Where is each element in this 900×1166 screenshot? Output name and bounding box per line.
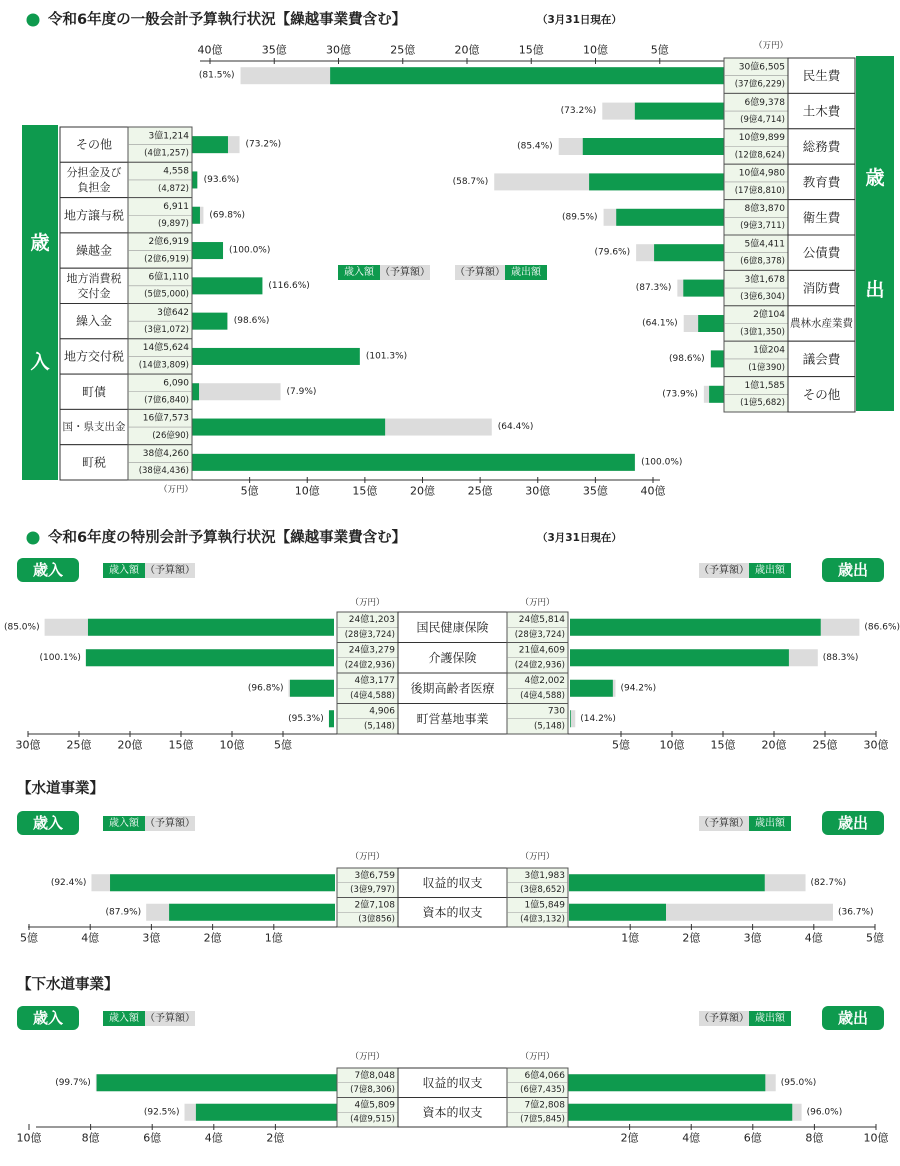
water-right-tick-2: 3億 — [743, 931, 762, 945]
expenditure-category-9: その他 — [802, 386, 841, 402]
revenue-band — [22, 125, 58, 480]
expenditure-category-7: 農林水産業費 — [790, 317, 853, 330]
general-title-bullet — [27, 14, 40, 27]
special-title-bullet — [27, 532, 40, 545]
sewer-expenditure-percent-0: (95.0%) — [780, 1077, 817, 1088]
revenue-actual-bar-8 — [192, 419, 385, 436]
special-left-tick-2: 20億 — [117, 738, 143, 752]
revenue-budget-bar-7 — [192, 383, 281, 400]
bottom-tick-3: 20億 — [410, 484, 435, 498]
water-left-tick-0: 5億 — [20, 931, 38, 945]
water-expenditure-actual-bar-0 — [569, 874, 765, 891]
water-left-tick-3: 2億 — [203, 931, 222, 945]
expenditure-percent-5: (79.6%) — [594, 247, 631, 258]
water-legend-revenue-text-1: 歳入額 — [109, 818, 139, 829]
special-expenditure-value-2-actual: 4億2,002 — [524, 676, 565, 687]
water-left-tick-4: 1億 — [264, 931, 283, 945]
water-revenue-percent-0: (92.4%) — [50, 877, 87, 888]
sewer-revenue-actual-bar-1 — [196, 1104, 337, 1121]
special-left-tick-1: 25億 — [66, 738, 92, 752]
revenue-value-0-actual: 3億1,214 — [148, 131, 189, 142]
special-unit-left: （万円） — [350, 598, 385, 608]
special-revenue-percent-0: (85.0%) — [3, 622, 40, 633]
bottom-tick-5: 30億 — [525, 484, 551, 498]
revenue-actual-bar-4 — [192, 277, 262, 294]
sewer-unit-left: （万円） — [350, 1052, 385, 1062]
sewer-expenditure-value-1-budget: (7億5,845) — [520, 1114, 565, 1125]
revenue-value-6-actual: 14億5,624 — [142, 343, 189, 354]
special-right-tick-1: 10億 — [659, 738, 685, 752]
general-legend-expenditure-text-1: （予算額） — [455, 267, 505, 278]
water-expenditure-tag-text: 歳出 — [837, 814, 869, 832]
expenditure-category-4: 衛生費 — [802, 209, 841, 225]
expenditure-category-0: 民生費 — [802, 68, 841, 84]
revenue-category-2: 地方譲与税 — [63, 208, 125, 223]
expenditure-percent-3: (58.7%) — [452, 176, 489, 187]
water-legend-expenditure-text-1: （予算額） — [699, 818, 749, 829]
special-expenditure-percent-2: (94.2%) — [620, 683, 657, 694]
revenue-category-4-line-2: 交付金 — [77, 286, 111, 300]
special-revenue-percent-2: (96.8%) — [247, 683, 284, 694]
sewer-title: 【下水道事業】 — [17, 977, 119, 993]
expenditure-category-3: 教育費 — [802, 174, 841, 190]
special-revenue-tag-text: 歳入 — [32, 561, 64, 579]
expenditure-actual-bar-0 — [330, 67, 724, 84]
special-legend-expenditure-text-1: （予算額） — [699, 565, 749, 576]
special-expenditure-value-1-budget: (24億2,936) — [514, 660, 565, 671]
revenue-value-3-budget: (2億6,919) — [144, 254, 189, 265]
sewer-right-tick-4: 10億 — [863, 1131, 889, 1145]
sewer-expenditure-percent-1: (96.0%) — [806, 1107, 843, 1118]
expenditure-value-0-actual: 30億6,505 — [738, 62, 785, 73]
water-revenue-tag-text: 歳入 — [32, 814, 64, 832]
expenditure-value-7-budget: (3億1,350) — [740, 327, 785, 338]
sewer-revenue-value-0-budget: (7億8,306) — [350, 1085, 395, 1096]
expenditure-value-7-actual: 2億104 — [753, 310, 785, 321]
expenditure-value-6-budget: (3億6,304) — [740, 291, 785, 302]
special-expenditure-tag-text: 歳出 — [837, 561, 869, 579]
special-revenue-value-3-budget: (5,148) — [364, 721, 395, 732]
sewer-unit-right: （万円） — [520, 1052, 555, 1062]
revenue-value-5-budget: (3億1,072) — [144, 324, 189, 335]
expenditure-actual-bar-9 — [709, 386, 724, 403]
special-expenditure-percent-1: (88.3%) — [822, 652, 859, 663]
special-expenditure-value-1-actual: 21億4,609 — [518, 645, 565, 656]
revenue-category-1-line-1: 分担金及び — [66, 165, 122, 179]
revenue-value-0-budget: (4億1,257) — [144, 148, 189, 159]
bottom-tick-4: 25億 — [467, 484, 493, 498]
bottom-tick-2: 15億 — [352, 484, 378, 498]
top-tick-2: 30億 — [326, 43, 351, 57]
revenue-percent-5: (98.6%) — [233, 316, 270, 327]
sewer-left-tick-0: 10億 — [16, 1131, 42, 1145]
sewer-right-tick-2: 6億 — [743, 1131, 762, 1145]
special-revenue-value-2-actual: 4億3,177 — [354, 676, 395, 687]
bottom-tick-1: 10億 — [294, 484, 320, 498]
revenue-actual-bar-9 — [192, 454, 635, 471]
special-expenditure-value-2-budget: (4億4,588) — [520, 690, 565, 701]
expenditure-value-4-actual: 8億3,870 — [744, 203, 785, 214]
special-expenditure-actual-bar-2 — [570, 680, 613, 697]
special-legend-revenue-text-2: （予算額） — [145, 565, 195, 576]
revenue-band-char-1: 入 — [30, 351, 50, 373]
special-right-tick-5: 30億 — [863, 738, 889, 752]
expenditure-percent-9: (73.9%) — [662, 389, 698, 400]
revenue-value-7-budget: (7億6,840) — [144, 395, 189, 406]
expenditure-percent-4: (89.5%) — [561, 212, 598, 223]
special-revenue-value-1-actual: 24億3,279 — [348, 645, 395, 656]
revenue-percent-2: (69.8%) — [209, 210, 246, 221]
expenditure-value-3-budget: (17億8,810) — [734, 185, 785, 196]
sewer-revenue-tag-text: 歳入 — [32, 1009, 64, 1027]
sewer-right-tick-1: 4億 — [682, 1131, 701, 1145]
expenditure-actual-bar-6 — [683, 280, 724, 297]
special-category-3: 町営墓地事業 — [416, 711, 489, 726]
water-right-tick-1: 2億 — [682, 931, 701, 945]
expenditure-band — [856, 56, 894, 411]
sewer-expenditure-value-0-actual: 6億4,066 — [524, 1070, 565, 1081]
special-expenditure-value-0-budget: (28億3,724) — [514, 629, 565, 640]
revenue-value-1-budget: (4,872) — [158, 183, 189, 194]
revenue-actual-bar-0 — [192, 136, 228, 153]
water-expenditure-value-0-budget: (3億8,652) — [520, 885, 565, 896]
expenditure-category-2: 総務費 — [802, 139, 841, 154]
general-legend-revenue-text-1: 歳入額 — [344, 267, 374, 278]
water-right-tick-4: 5億 — [866, 931, 884, 945]
general-legend-expenditure-text-2: 歳出額 — [511, 267, 541, 278]
sewer-legend-revenue-text-2: （予算額） — [145, 1013, 195, 1024]
expenditure-percent-2: (85.4%) — [517, 141, 553, 152]
expenditure-value-2-budget: (12億8,624) — [734, 150, 785, 161]
sewer-revenue-value-1-actual: 4億5,809 — [354, 1100, 395, 1111]
revenue-actual-bar-1 — [192, 171, 197, 188]
water-expenditure-value-0-actual: 3億1,983 — [524, 870, 565, 881]
general-title: 令和6年度の一般会計予算執行状況【繰越事業費含む】 — [48, 12, 407, 28]
water-expenditure-percent-0: (82.7%) — [810, 877, 847, 888]
expenditure-value-8-actual: 1億204 — [753, 345, 785, 356]
revenue-category-8: 国・県支出金 — [62, 421, 126, 434]
water-unit-left: （万円） — [350, 852, 385, 862]
revenue-value-2-budget: (9,897) — [158, 219, 189, 230]
water-revenue-actual-bar-0 — [110, 874, 335, 891]
special-left-tick-0: 30億 — [15, 738, 41, 752]
top-tick-4: 20億 — [454, 43, 480, 57]
sewer-expenditure-value-1-actual: 7億2,808 — [524, 1100, 565, 1111]
sewer-legend-expenditure-text-1: （予算額） — [699, 1013, 749, 1024]
revenue-percent-9: (100.0%) — [641, 457, 683, 468]
revenue-percent-6: (101.3%) — [365, 351, 408, 362]
revenue-value-9-budget: (38億4,436) — [138, 466, 189, 477]
special-category-0: 国民健康保険 — [416, 620, 489, 635]
top-tick-1: 35億 — [261, 43, 287, 57]
water-revenue-value-0-actual: 3億6,759 — [354, 870, 395, 881]
revenue-actual-bar-7 — [192, 383, 199, 400]
expenditure-value-5-actual: 5億4,411 — [744, 239, 785, 250]
top-tick-5: 15億 — [518, 43, 544, 57]
sewer-left-tick-2: 6億 — [143, 1131, 162, 1145]
revenue-category-4-line-1: 地方消費税 — [66, 271, 122, 285]
expenditure-value-9-actual: 1億1,585 — [744, 380, 785, 391]
expenditure-category-5: 公債費 — [802, 245, 841, 261]
water-expenditure-value-1-actual: 1億5,849 — [524, 900, 565, 911]
sewer-revenue-percent-1: (92.5%) — [143, 1107, 180, 1118]
special-unit-right: （万円） — [520, 598, 555, 608]
special-legend-revenue-text-1: 歳入額 — [109, 565, 139, 576]
revenue-actual-bar-6 — [192, 348, 360, 365]
revenue-category-0: その他 — [75, 137, 113, 152]
expenditure-actual-bar-1 — [635, 103, 724, 120]
water-expenditure-percent-1: (36.7%) — [837, 907, 874, 918]
expenditure-value-4-budget: (9億3,711) — [740, 221, 785, 232]
special-revenue-value-1-budget: (24億2,936) — [344, 660, 395, 671]
water-revenue-percent-1: (87.9%) — [105, 907, 142, 918]
top-tick-0: 40億 — [197, 43, 223, 57]
bottom-tick-7: 40億 — [640, 484, 666, 498]
sewer-legend-revenue-text-1: 歳入額 — [109, 1013, 139, 1024]
revenue-actual-bar-2 — [192, 207, 200, 224]
expenditure-value-0-budget: (37億6,229) — [734, 79, 785, 90]
special-asof: （3月31日現在） — [537, 532, 622, 544]
special-expenditure-value-3-budget: (5,148) — [534, 721, 565, 732]
special-left-tick-5: 5億 — [274, 738, 292, 752]
sewer-category-1: 資本的収支 — [422, 1105, 483, 1120]
water-unit-right: （万円） — [520, 852, 555, 862]
sewer-legend-expenditure-text-2: 歳出額 — [755, 1013, 785, 1024]
special-right-tick-3: 20億 — [761, 738, 787, 752]
revenue-value-7-actual: 6,090 — [163, 378, 189, 389]
expenditure-actual-bar-2 — [583, 138, 724, 155]
expenditure-band-char-0: 歳 — [865, 167, 885, 189]
expenditure-value-1-budget: (9億4,714) — [740, 114, 785, 125]
sewer-expenditure-actual-bar-0 — [568, 1074, 765, 1091]
sewer-revenue-value-1-budget: (4億9,515) — [350, 1114, 395, 1125]
expenditure-value-9-budget: (1億5,682) — [740, 398, 785, 409]
special-revenue-value-2-budget: (4億4,588) — [350, 690, 395, 701]
revenue-value-8-actual: 16億7,573 — [142, 413, 189, 424]
expenditure-value-5-budget: (6億8,378) — [740, 256, 785, 267]
sewer-left-tick-3: 4億 — [204, 1131, 223, 1145]
expenditure-category-6: 消防費 — [802, 280, 841, 296]
revenue-category-6: 地方交付税 — [63, 349, 125, 364]
special-expenditure-percent-0: (86.6%) — [864, 622, 900, 633]
sewer-left-tick-1: 8億 — [81, 1131, 100, 1145]
expenditure-category-1: 土木費 — [802, 103, 841, 119]
expenditure-value-2-actual: 10億9,899 — [738, 133, 785, 144]
expenditure-band-char-1: 出 — [865, 279, 885, 301]
expenditure-percent-6: (87.3%) — [635, 283, 672, 294]
special-right-tick-0: 5億 — [612, 738, 630, 752]
expenditure-actual-bar-4 — [616, 209, 724, 226]
revenue-percent-4: (116.6%) — [268, 280, 310, 291]
expenditure-actual-bar-7 — [698, 315, 724, 332]
water-revenue-value-1-actual: 2億7,108 — [354, 900, 395, 911]
expenditure-actual-bar-8 — [711, 350, 724, 367]
sewer-revenue-percent-0: (99.7%) — [55, 1077, 91, 1088]
special-revenue-actual-bar-0 — [88, 619, 334, 636]
special-expenditure-budget-bar-3 — [570, 710, 575, 727]
water-right-tick-0: 1億 — [621, 931, 640, 945]
expenditure-value-1-actual: 6億9,378 — [744, 97, 785, 108]
water-revenue-value-0-budget: (3億9,797) — [350, 885, 395, 896]
revenue-category-9: 町税 — [81, 455, 107, 470]
special-left-tick-3: 15億 — [168, 738, 194, 752]
special-title: 令和6年度の特別会計予算執行状況【繰越事業費含む】 — [48, 530, 407, 546]
special-category-2: 後期高齢者医療 — [410, 681, 495, 696]
water-legend-expenditure-text-2: 歳出額 — [755, 818, 785, 829]
water-expenditure-value-1-budget: (4億3,132) — [520, 914, 565, 925]
special-expenditure-actual-bar-3 — [570, 710, 571, 727]
water-expenditure-actual-bar-1 — [569, 904, 666, 921]
revenue-band-char-0: 歳 — [30, 232, 50, 254]
general-asof: （3月31日現在） — [537, 14, 622, 26]
sewer-revenue-value-0-actual: 7億8,048 — [354, 1070, 395, 1081]
expenditure-actual-bar-3 — [589, 173, 724, 190]
top-tick-3: 25億 — [390, 43, 416, 57]
special-revenue-value-0-budget: (28億3,724) — [344, 629, 395, 640]
revenue-value-4-actual: 6億1,110 — [148, 272, 189, 283]
sewer-expenditure-value-0-budget: (6億7,435) — [520, 1085, 565, 1096]
revenue-actual-bar-5 — [192, 313, 227, 330]
revenue-category-7: 町債 — [81, 384, 107, 399]
water-revenue-actual-bar-1 — [169, 904, 335, 921]
bottom-unit: （万円） — [158, 485, 194, 495]
revenue-percent-0: (73.2%) — [245, 139, 282, 150]
sewer-category-0: 収益的収支 — [422, 1075, 483, 1090]
revenue-category-1-line-2: 負担金 — [77, 180, 111, 194]
sewer-right-tick-0: 2億 — [620, 1131, 639, 1145]
expenditure-value-6-actual: 3億1,678 — [744, 274, 785, 285]
special-revenue-percent-3: (95.3%) — [288, 713, 324, 724]
expenditure-percent-1: (73.2%) — [560, 106, 597, 117]
top-unit: （万円） — [753, 41, 789, 51]
revenue-value-8-budget: (26億90) — [152, 430, 189, 441]
expenditure-value-8-budget: (1億390) — [748, 362, 785, 373]
expenditure-category-8: 議会費 — [802, 351, 841, 367]
special-right-tick-4: 25億 — [812, 738, 838, 752]
water-category-0: 収益的収支 — [422, 875, 483, 890]
special-revenue-actual-bar-3 — [329, 710, 334, 727]
sewer-revenue-actual-bar-0 — [97, 1074, 337, 1091]
bottom-tick-0: 5億 — [240, 484, 259, 498]
water-left-tick-2: 3億 — [142, 931, 161, 945]
sewer-expenditure-tag-text: 歳出 — [837, 1009, 869, 1027]
sewer-expenditure-actual-bar-1 — [568, 1104, 792, 1121]
revenue-category-3: 繰越金 — [75, 243, 113, 258]
water-category-1: 資本的収支 — [422, 905, 483, 920]
revenue-value-2-actual: 6,911 — [163, 201, 189, 212]
special-expenditure-percent-3: (14.2%) — [580, 713, 616, 724]
expenditure-percent-0: (81.5%) — [198, 70, 235, 81]
general-legend-revenue-text-2: （予算額） — [380, 267, 430, 278]
revenue-value-1-actual: 4,558 — [163, 166, 189, 177]
revenue-value-3-actual: 2億6,919 — [148, 237, 189, 248]
special-expenditure-actual-bar-0 — [570, 619, 821, 636]
expenditure-actual-bar-5 — [654, 244, 724, 261]
special-legend-expenditure-text-2: 歳出額 — [755, 565, 785, 576]
revenue-value-4-budget: (5億5,000) — [144, 289, 189, 300]
water-title: 【水道事業】 — [17, 781, 104, 797]
revenue-value-5-actual: 3億642 — [157, 307, 189, 318]
revenue-actual-bar-3 — [192, 242, 223, 259]
special-expenditure-value-3-actual: 730 — [547, 706, 565, 717]
revenue-value-9-actual: 38億4,260 — [142, 449, 189, 460]
special-revenue-value-3-actual: 4,906 — [369, 706, 395, 717]
revenue-percent-7: (7.9%) — [286, 386, 317, 397]
water-right-tick-3: 4億 — [804, 931, 823, 945]
bottom-tick-6: 35億 — [582, 484, 608, 498]
expenditure-percent-7: (64.1%) — [642, 318, 678, 329]
special-revenue-percent-1: (100.1%) — [39, 652, 81, 663]
special-revenue-value-0-actual: 24億1,203 — [348, 615, 395, 626]
sewer-right-tick-3: 8億 — [805, 1131, 824, 1145]
water-legend-revenue-text-2: （予算額） — [145, 818, 195, 829]
expenditure-value-3-actual: 10億4,980 — [738, 168, 785, 179]
special-expenditure-actual-bar-1 — [570, 649, 789, 666]
water-left-tick-1: 4億 — [81, 931, 100, 945]
special-left-tick-4: 10億 — [219, 738, 245, 752]
special-revenue-actual-bar-1 — [86, 649, 334, 666]
revenue-percent-3: (100.0%) — [229, 245, 271, 256]
water-revenue-value-1-budget: (3億856) — [358, 914, 395, 925]
special-category-1: 介護保険 — [428, 650, 477, 665]
revenue-percent-1: (93.6%) — [203, 174, 240, 185]
expenditure-percent-8: (98.6%) — [669, 353, 705, 364]
top-tick-6: 10億 — [583, 43, 608, 57]
revenue-percent-8: (64.4%) — [497, 422, 534, 433]
special-right-tick-2: 15億 — [710, 738, 736, 752]
revenue-value-6-budget: (14億3,809) — [138, 360, 189, 371]
top-tick-7: 5億 — [650, 43, 669, 57]
special-expenditure-value-0-actual: 24億5,814 — [518, 615, 565, 626]
revenue-category-5: 繰入金 — [75, 314, 113, 329]
special-revenue-actual-bar-2 — [290, 680, 334, 697]
sewer-left-tick-4: 2億 — [266, 1131, 285, 1145]
